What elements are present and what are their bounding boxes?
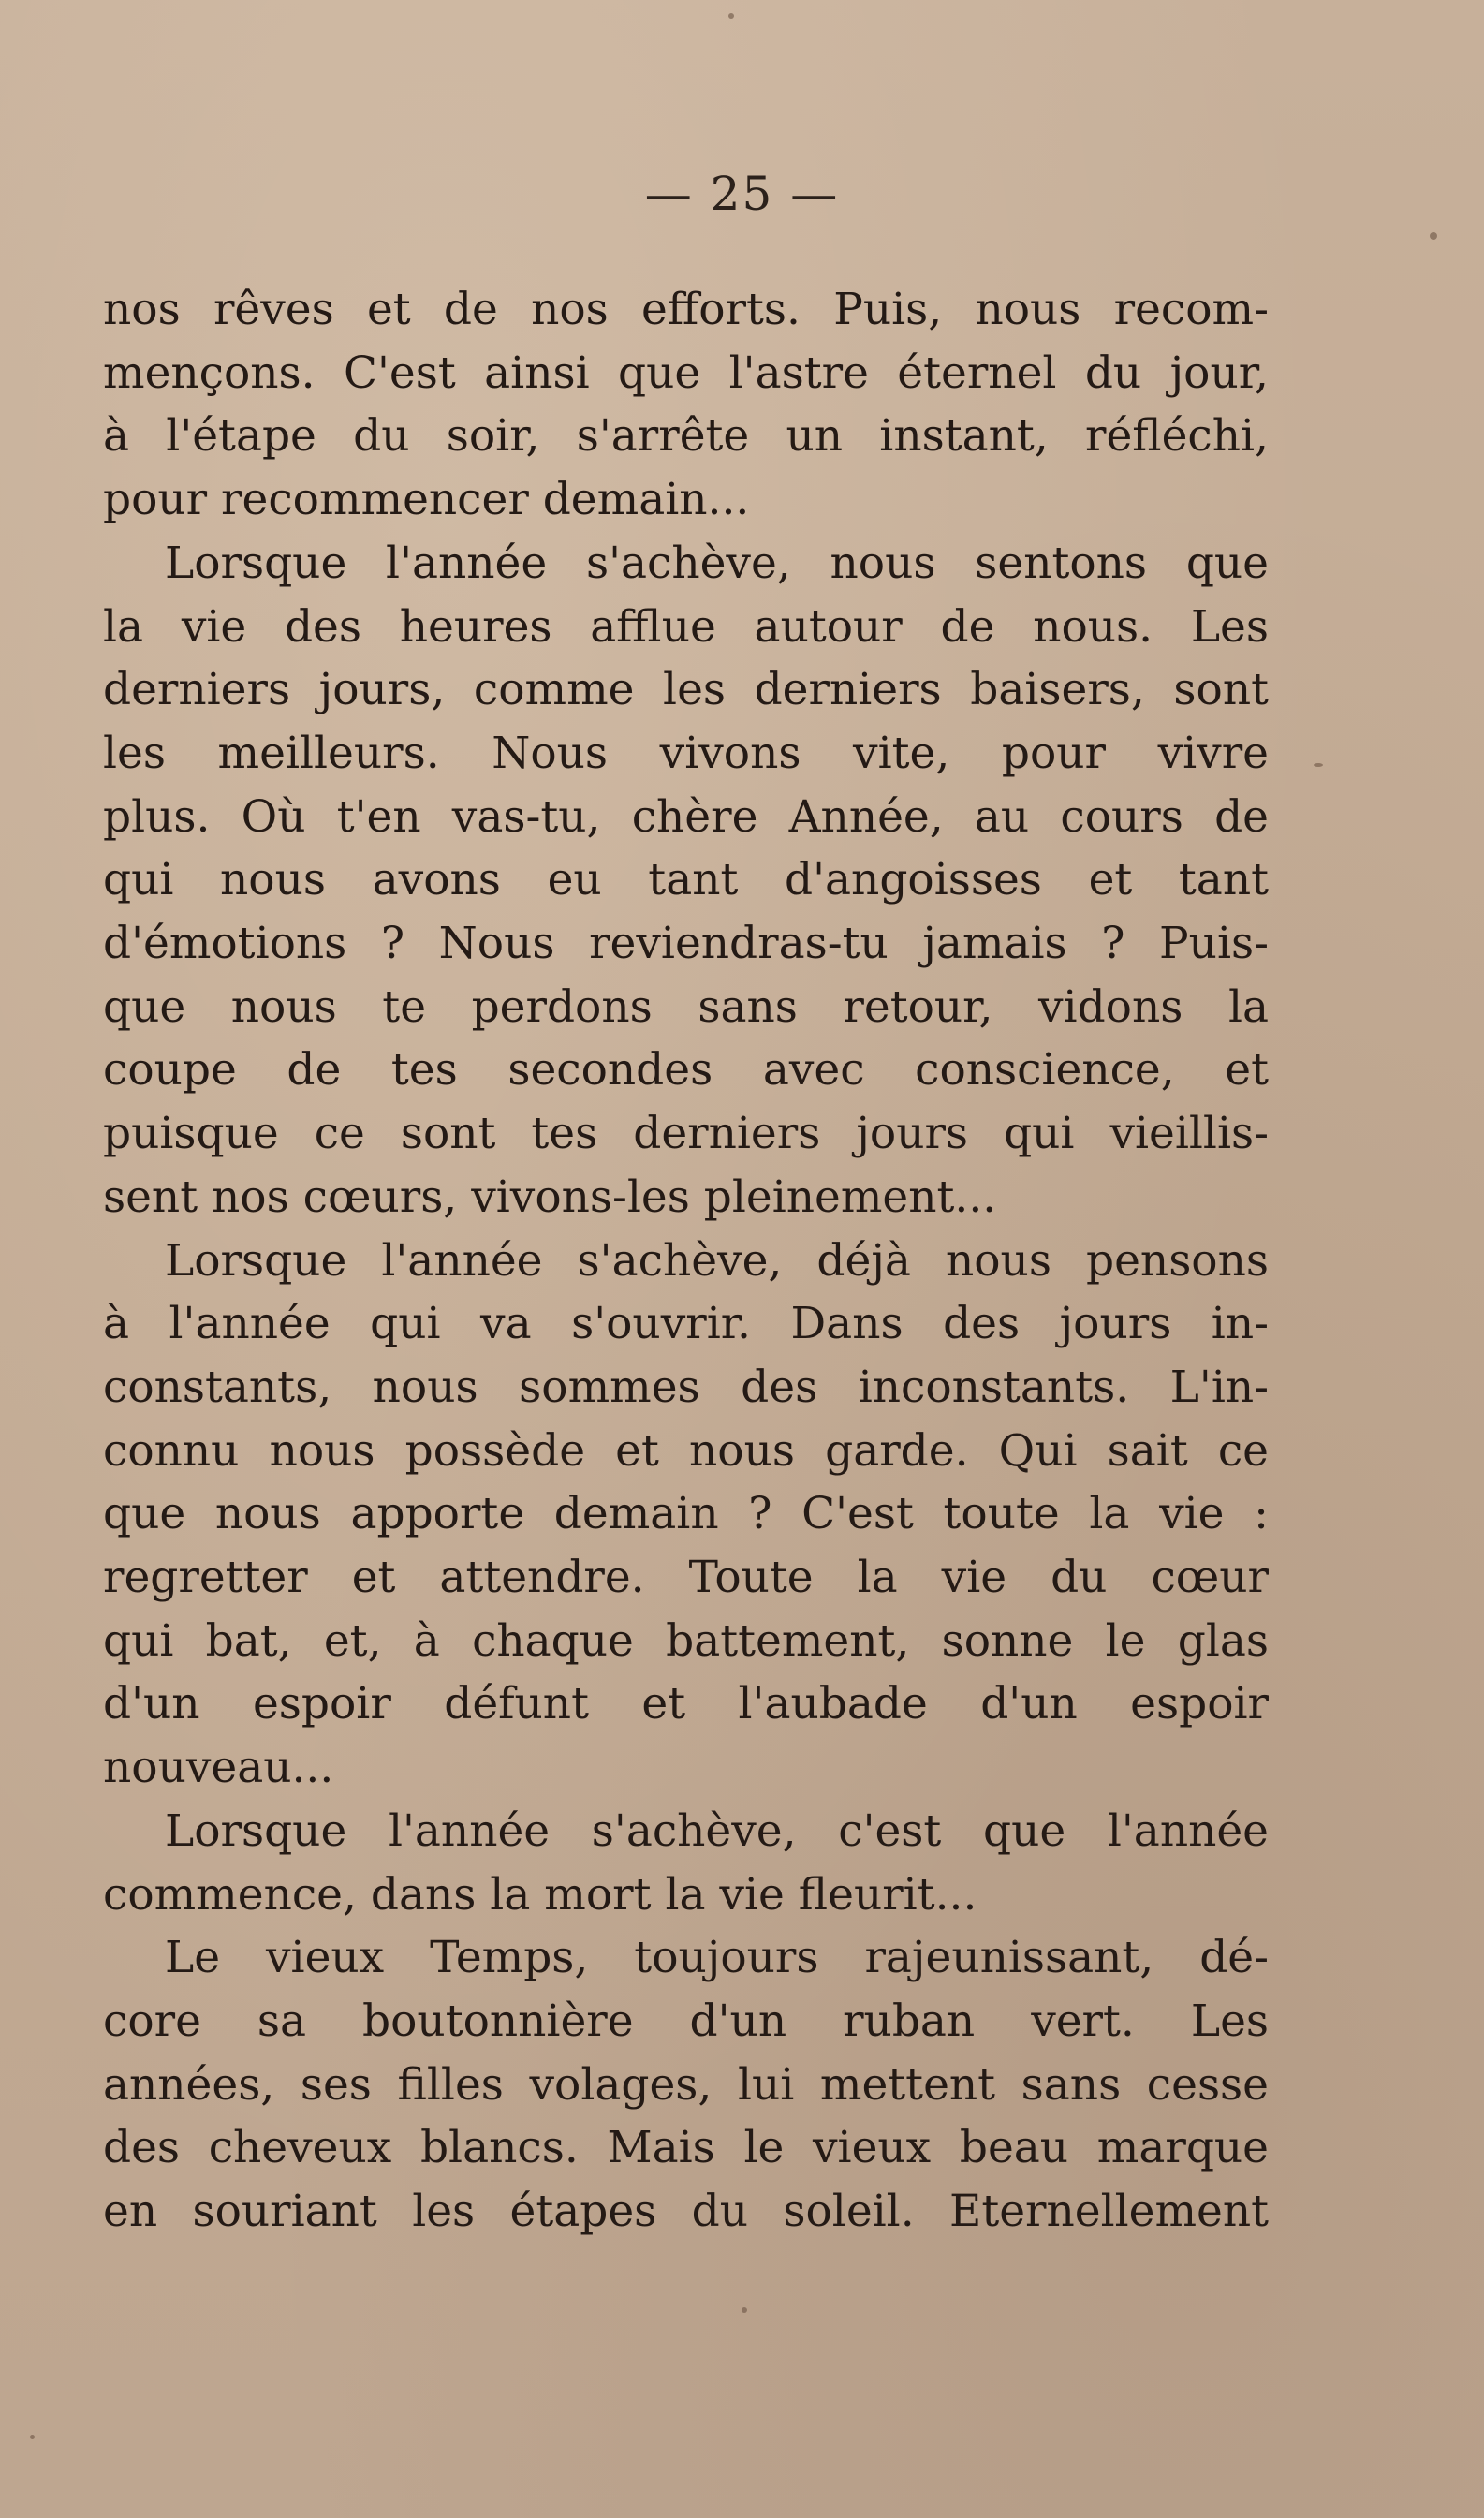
text-line: plus. Où t'en vas-tu, chère Année, au cours de	[103, 790, 1269, 843]
text-line: que nous apporte demain ? C'est toute la vie :	[103, 1488, 1269, 1540]
text-line: derniers jours, comme les derniers baisers, sont	[103, 664, 1269, 716]
text-line: des cheveux blancs. Mais le vieux beau marque	[103, 2122, 1269, 2174]
text-line: en souriant les étapes du soleil. Eternellement	[103, 2186, 1269, 2238]
text-line: nos rêves et de nos efforts. Puis, nous recom-	[103, 284, 1269, 335]
text-line: puisque ce sont tes derniers jours qui vieillis-	[103, 1108, 1269, 1160]
text-line: qui bat, et, à chaque battement, sonne le glas	[103, 1614, 1269, 1667]
page-number: — 25 —	[644, 167, 840, 221]
paper-speck	[1314, 763, 1323, 767]
text-line: pour recommencer demain...	[103, 474, 750, 526]
paper-speck	[30, 2435, 35, 2439]
text-line: constants, nous sommes des inconstants. L'in-	[103, 1361, 1269, 1413]
paper-speck	[728, 13, 734, 19]
text-line: à l'étape du soir, s'arrête un instant, réfléchi,	[103, 410, 1269, 463]
text-line: core sa boutonnière d'un ruban vert. Les	[103, 1995, 1269, 2047]
text-line: qui nous avons eu tant d'angoisses et tant	[103, 854, 1269, 906]
text-line: connu nous possède et nous garde. Qui sait ce	[103, 1424, 1269, 1477]
body-text	[103, 278, 1269, 2244]
text-line: nouveau...	[103, 1742, 334, 1794]
text-line: sent nos cœurs, vivons-les pleinement...	[103, 1171, 997, 1223]
text-line: regretter et attendre. Toute la vie du cœur	[103, 1552, 1269, 1604]
text-line: mençons. C'est ainsi que l'astre éternel du jour,	[103, 346, 1269, 399]
text-line: Lorsque l'année s'achève, nous sentons que	[165, 537, 1269, 589]
text-line: que nous te perdons sans retour, vidons la	[103, 980, 1269, 1033]
text-line: la vie des heures afflue autour de nous. Les	[103, 600, 1269, 653]
paper-speck	[1430, 232, 1437, 240]
text-line: d'un espoir défunt et l'aubade d'un espoir	[103, 1678, 1269, 1730]
text-line: Lorsque l'année s'achève, c'est que l'année	[165, 1804, 1269, 1857]
text-line: d'émotions ? Nous reviendras-tu jamais ? Puis-	[103, 918, 1269, 970]
text-line: Lorsque l'année s'achève, déjà nous pensons	[165, 1234, 1269, 1287]
text-line: les meilleurs. Nous vivons vite, pour vivre	[103, 727, 1269, 779]
paper-speck	[742, 2307, 747, 2313]
text-line: années, ses filles volages, lui mettent sans cesse	[103, 2058, 1269, 2111]
text-line: à l'année qui va s'ouvrir. Dans des jours in-	[103, 1298, 1269, 1350]
text-line: Le vieux Temps, toujours rajeunissant, dé-	[165, 1932, 1269, 1984]
text-line: commence, dans la mort la vie fleurit...	[103, 1868, 977, 1921]
text-line: coupe de tes secondes avec conscience, et	[103, 1044, 1269, 1097]
